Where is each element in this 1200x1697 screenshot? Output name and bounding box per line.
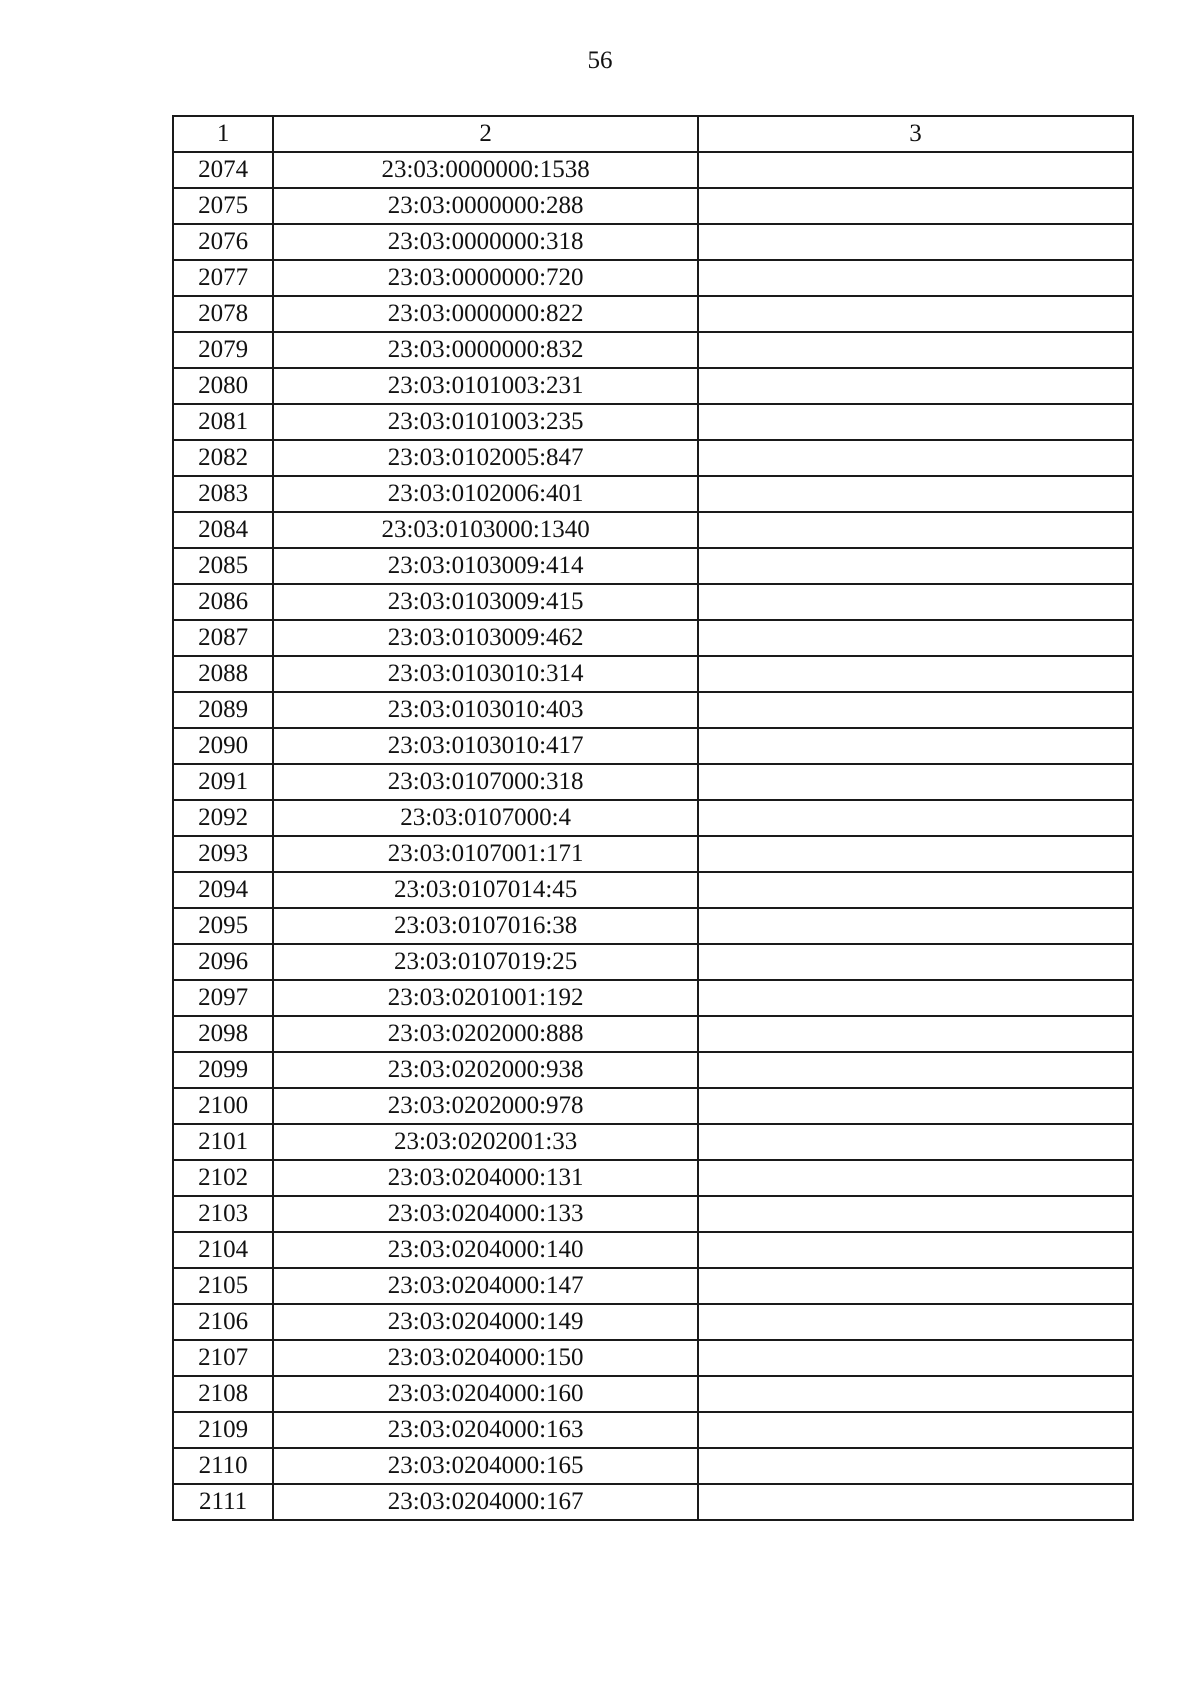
note-cell bbox=[698, 440, 1133, 476]
cadastral-number-cell: 23:03:0103000:1340 bbox=[273, 512, 698, 548]
table-row bbox=[173, 728, 1133, 764]
cadastral-number-cell: 23:03:0102005:847 bbox=[273, 440, 698, 476]
note-cell bbox=[698, 404, 1133, 440]
cadastral-number-cell: 23:03:0107019:25 bbox=[273, 944, 698, 980]
note-cell bbox=[698, 296, 1133, 332]
table-row bbox=[173, 1052, 1133, 1088]
row-number-cell: 2085 bbox=[173, 548, 273, 584]
cadastral-number-cell: 23:03:0103010:417 bbox=[273, 728, 698, 764]
row-number-cell: 2099 bbox=[173, 1052, 273, 1088]
table-row bbox=[173, 1304, 1133, 1340]
row-number-cell: 2109 bbox=[173, 1412, 273, 1448]
row-number-cell: 2084 bbox=[173, 512, 273, 548]
row-number-cell: 2078 bbox=[173, 296, 273, 332]
row-number-cell: 2111 bbox=[173, 1484, 273, 1520]
note-cell bbox=[698, 548, 1133, 584]
note-cell bbox=[698, 1232, 1133, 1268]
table-row bbox=[173, 368, 1133, 404]
page-number: 56 bbox=[587, 47, 613, 74]
table-row bbox=[173, 980, 1133, 1016]
table-row bbox=[173, 1448, 1133, 1484]
note-cell bbox=[698, 872, 1133, 908]
table-row bbox=[173, 224, 1133, 260]
cadastral-number-cell: 23:03:0103009:415 bbox=[273, 584, 698, 620]
cadastral-number-cell: 23:03:0204000:131 bbox=[273, 1160, 698, 1196]
row-number-cell: 2075 bbox=[173, 188, 273, 224]
cadastral-number-cell: 23:03:0107016:38 bbox=[273, 908, 698, 944]
row-number-cell: 2088 bbox=[173, 656, 273, 692]
cadastral-number-cell: 23:03:0107000:318 bbox=[273, 764, 698, 800]
table-row bbox=[173, 872, 1133, 908]
note-cell bbox=[698, 836, 1133, 872]
table-row bbox=[173, 476, 1133, 512]
note-cell bbox=[698, 692, 1133, 728]
cadastral-number-cell: 23:03:0101003:235 bbox=[273, 404, 698, 440]
row-number-cell: 2100 bbox=[173, 1088, 273, 1124]
cadastral-number-cell: 23:03:0204000:140 bbox=[273, 1232, 698, 1268]
cadastral-number-cell: 23:03:0103010:403 bbox=[273, 692, 698, 728]
cadastral-number-cell: 23:03:0103009:414 bbox=[273, 548, 698, 584]
note-cell bbox=[698, 224, 1133, 260]
row-number-cell: 2097 bbox=[173, 980, 273, 1016]
cadastral-number-cell: 23:03:0000000:318 bbox=[273, 224, 698, 260]
cadastral-number-cell: 23:03:0202001:33 bbox=[273, 1124, 698, 1160]
cadastral-number-cell: 23:03:0204000:149 bbox=[273, 1304, 698, 1340]
note-cell bbox=[698, 1016, 1133, 1052]
row-number-cell: 2079 bbox=[173, 332, 273, 368]
row-number-cell: 2089 bbox=[173, 692, 273, 728]
cadastral-number-cell: 23:03:0204000:167 bbox=[273, 1484, 698, 1520]
row-number-cell: 2104 bbox=[173, 1232, 273, 1268]
note-cell bbox=[698, 368, 1133, 404]
note-cell bbox=[698, 1124, 1133, 1160]
table-row bbox=[173, 944, 1133, 980]
row-number-cell: 2095 bbox=[173, 908, 273, 944]
row-number-cell: 2093 bbox=[173, 836, 273, 872]
cadastral-number-cell: 23:03:0202000:888 bbox=[273, 1016, 698, 1052]
note-cell bbox=[698, 1340, 1133, 1376]
table-row bbox=[173, 800, 1133, 836]
note-cell bbox=[698, 1304, 1133, 1340]
note-cell bbox=[698, 656, 1133, 692]
row-number-cell: 2086 bbox=[173, 584, 273, 620]
table-row bbox=[173, 1124, 1133, 1160]
note-cell bbox=[698, 1412, 1133, 1448]
row-number-cell: 2082 bbox=[173, 440, 273, 476]
row-number-cell: 2102 bbox=[173, 1160, 273, 1196]
cadastral-number-cell: 23:03:0000000:1538 bbox=[273, 152, 698, 188]
table-row bbox=[173, 332, 1133, 368]
note-cell bbox=[698, 512, 1133, 548]
table-row bbox=[173, 584, 1133, 620]
row-number-cell: 2103 bbox=[173, 1196, 273, 1232]
note-cell bbox=[698, 188, 1133, 224]
row-number-cell: 2094 bbox=[173, 872, 273, 908]
cadastral-number-cell: 23:03:0000000:720 bbox=[273, 260, 698, 296]
table-row bbox=[173, 1088, 1133, 1124]
table-row bbox=[173, 152, 1133, 188]
note-cell bbox=[698, 1196, 1133, 1232]
table-row bbox=[173, 404, 1133, 440]
cadastral-number-cell: 23:03:0103009:462 bbox=[273, 620, 698, 656]
table-row bbox=[173, 188, 1133, 224]
table-row bbox=[173, 1412, 1133, 1448]
row-number-cell: 2091 bbox=[173, 764, 273, 800]
table-row bbox=[173, 260, 1133, 296]
row-number-cell: 2108 bbox=[173, 1376, 273, 1412]
table-row bbox=[173, 692, 1133, 728]
cadastral-number-cell: 23:03:0000000:288 bbox=[273, 188, 698, 224]
table-header-row bbox=[173, 116, 1133, 152]
note-cell bbox=[698, 1160, 1133, 1196]
note-cell bbox=[698, 332, 1133, 368]
note-cell bbox=[698, 800, 1133, 836]
row-number-cell: 2090 bbox=[173, 728, 273, 764]
note-cell bbox=[698, 620, 1133, 656]
cadastral-number-cell: 23:03:0000000:822 bbox=[273, 296, 698, 332]
cadastral-number-cell: 23:03:0201001:192 bbox=[273, 980, 698, 1016]
note-cell bbox=[698, 1448, 1133, 1484]
note-cell bbox=[698, 1376, 1133, 1412]
cadastral-number-cell: 23:03:0204000:150 bbox=[273, 1340, 698, 1376]
cadastral-number-cell: 23:03:0204000:165 bbox=[273, 1448, 698, 1484]
row-number-cell: 2080 bbox=[173, 368, 273, 404]
register-table bbox=[172, 115, 1134, 1521]
note-cell bbox=[698, 764, 1133, 800]
note-cell bbox=[698, 584, 1133, 620]
table-body bbox=[173, 116, 1133, 1520]
table-row bbox=[173, 1484, 1133, 1520]
table-row bbox=[173, 512, 1133, 548]
header-cell-3: 3 bbox=[698, 116, 1133, 152]
cadastral-number-cell: 23:03:0107000:4 bbox=[273, 800, 698, 836]
table-row bbox=[173, 1376, 1133, 1412]
table-row bbox=[173, 1016, 1133, 1052]
row-number-cell: 2096 bbox=[173, 944, 273, 980]
cadastral-number-cell: 23:03:0202000:978 bbox=[273, 1088, 698, 1124]
table-row bbox=[173, 836, 1133, 872]
cadastral-number-cell: 23:03:0000000:832 bbox=[273, 332, 698, 368]
cadastral-number-cell: 23:03:0107001:171 bbox=[273, 836, 698, 872]
note-cell bbox=[698, 1268, 1133, 1304]
note-cell bbox=[698, 908, 1133, 944]
cadastral-number-cell: 23:03:0204000:133 bbox=[273, 1196, 698, 1232]
cadastral-number-cell: 23:03:0202000:938 bbox=[273, 1052, 698, 1088]
cadastral-number-cell: 23:03:0204000:147 bbox=[273, 1268, 698, 1304]
row-number-cell: 2110 bbox=[173, 1448, 273, 1484]
header-cell-1: 1 bbox=[173, 116, 273, 152]
table-row bbox=[173, 1268, 1133, 1304]
cadastral-number-cell: 23:03:0103010:314 bbox=[273, 656, 698, 692]
table-row bbox=[173, 764, 1133, 800]
row-number-cell: 2092 bbox=[173, 800, 273, 836]
note-cell bbox=[698, 980, 1133, 1016]
table-row bbox=[173, 620, 1133, 656]
row-number-cell: 2087 bbox=[173, 620, 273, 656]
table-row bbox=[173, 1196, 1133, 1232]
row-number-cell: 2106 bbox=[173, 1304, 273, 1340]
cadastral-number-cell: 23:03:0102006:401 bbox=[273, 476, 698, 512]
table-row bbox=[173, 440, 1133, 476]
cadastral-number-cell: 23:03:0204000:160 bbox=[273, 1376, 698, 1412]
note-cell bbox=[698, 944, 1133, 980]
header-cell-2: 2 bbox=[273, 116, 698, 152]
table-row bbox=[173, 548, 1133, 584]
note-cell bbox=[698, 1052, 1133, 1088]
note-cell bbox=[698, 476, 1133, 512]
cadastral-number-cell: 23:03:0204000:163 bbox=[273, 1412, 698, 1448]
row-number-cell: 2074 bbox=[173, 152, 273, 188]
table-row bbox=[173, 908, 1133, 944]
row-number-cell: 2105 bbox=[173, 1268, 273, 1304]
row-number-cell: 2077 bbox=[173, 260, 273, 296]
table-row bbox=[173, 1160, 1133, 1196]
row-number-cell: 2107 bbox=[173, 1340, 273, 1376]
row-number-cell: 2076 bbox=[173, 224, 273, 260]
note-cell bbox=[698, 260, 1133, 296]
row-number-cell: 2083 bbox=[173, 476, 273, 512]
note-cell bbox=[698, 1088, 1133, 1124]
table-row bbox=[173, 1232, 1133, 1268]
table-row bbox=[173, 1340, 1133, 1376]
note-cell bbox=[698, 1484, 1133, 1520]
table-row bbox=[173, 296, 1133, 332]
note-cell bbox=[698, 152, 1133, 188]
note-cell bbox=[698, 728, 1133, 764]
row-number-cell: 2081 bbox=[173, 404, 273, 440]
table-row bbox=[173, 656, 1133, 692]
row-number-cell: 2098 bbox=[173, 1016, 273, 1052]
row-number-cell: 2101 bbox=[173, 1124, 273, 1160]
cadastral-number-cell: 23:03:0107014:45 bbox=[273, 872, 698, 908]
cadastral-number-cell: 23:03:0101003:231 bbox=[273, 368, 698, 404]
